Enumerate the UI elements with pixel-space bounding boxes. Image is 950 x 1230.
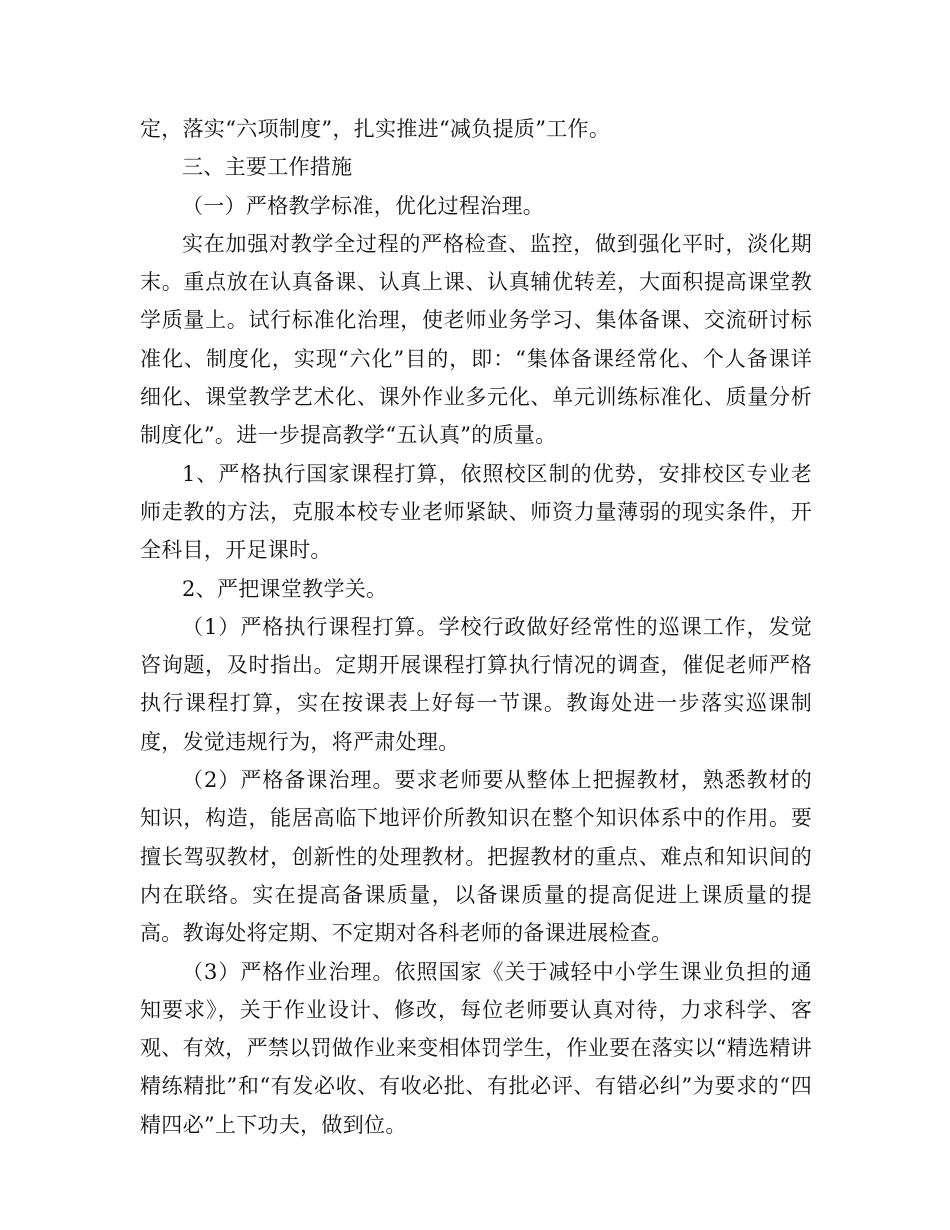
paragraph-subitem-3: （3）严格作业治理。依照国家《关于减轻中小学生课业负担的通知要求》，关于作业设计、修改，每位老师要认真对待，力求科学、客观、有效，严禁以罚做作业来变相体罚学生，作业要在落实以“精选精讲精练精批”和“有发必收、有收必批、有批必评、有错必纠”为要求的“四精四必”上下功夫，做到位。 — [140, 959, 812, 1137]
document-body — [140, 110, 812, 1144]
paragraph-continuation: 定，落实“六项制度”，扎实推进“减负提质”工作。 — [140, 117, 611, 141]
paragraph-item-1: 1、严格执行国家课程打算，依照校区制的优势，安排校区专业老师走教的方法，克服本校专业老师紧缺、师资力量薄弱的现实条件，开全科目，开足课时。 — [140, 461, 812, 563]
paragraph-subitem-2: （2）严格备课治理。要求老师要从整体上把握教材，熟悉教材的知识，构造，能居高临下地评价所教知识在整个知识体系中的作用。要擅长驾驭教材，创新性的处理教材。把握教材的重点、难点和知识间的内在联络。实在提高备课质量，以备课质量的提高促进上课质量的提高。教诲处将定期、不定期对各科老师的备课进展检查。 — [140, 768, 812, 946]
section-heading-main-measures: 三、主要工作措施 — [182, 155, 353, 180]
paragraph-teaching-process: 实在加强对教学全过程的严格检查、监控，做到强化平时，淡化期末。重点放在认真备课、认真上课、认真辅优转差，大面积提高课堂教学质量上。试行标准化治理，使老师业务学习、集体备课、交流研讨标准化、制度化，实现“六化”目的，即：“集体备课经常化、个人备课详细化、课堂教学艺术化、课外作业多元化、单元训练标准化、质量分析制度化”。进一步提高教学“五认真”的质量。 — [140, 231, 812, 448]
paragraph-item-2: 2、严把课堂教学关。 — [182, 576, 388, 601]
subsection-heading-teaching-standards: （一）严格教学标准，优化过程治理。 — [182, 193, 545, 218]
paragraph-subitem-1: （1）严格执行课程打算。学校行政做好经常性的巡课工作，发觉咨询题，及时指出。定期开展课程打算执行情况的调查，催促老师严格执行课程打算，实在按课表上好每一节课。教诲处进一步落实巡课制度，发觉违规行为，将严肃处理。 — [140, 614, 812, 754]
